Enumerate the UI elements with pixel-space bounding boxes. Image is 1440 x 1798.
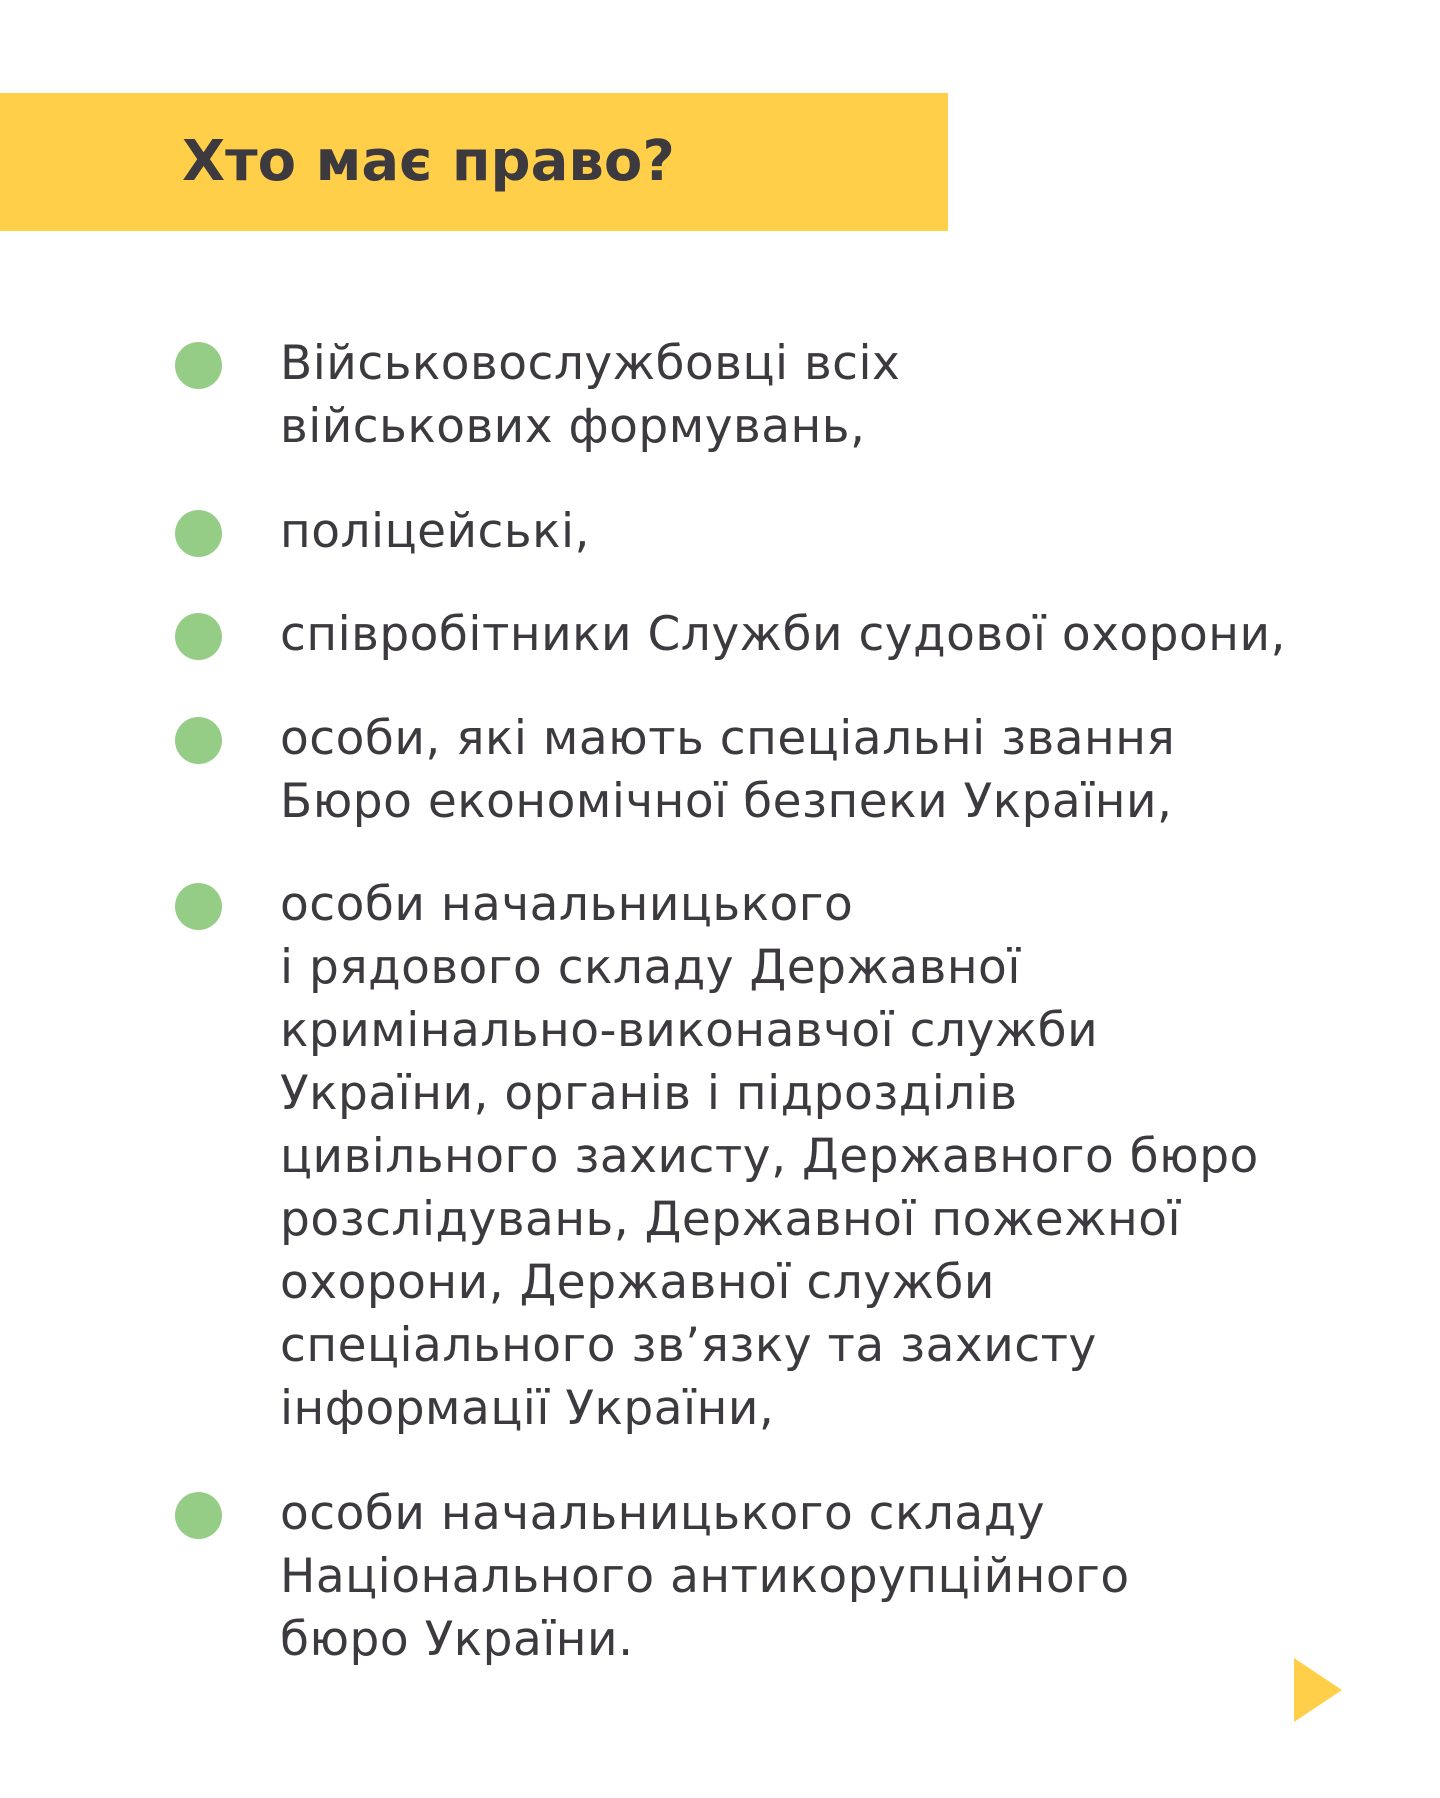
list-item-text: співробітники Служби судової охорони, [280, 607, 1286, 662]
bullet-dot-icon [175, 883, 222, 930]
list-item-text: особи, які мають спеціальні звання Бюро економічної безпеки України, [280, 711, 1176, 829]
bullet-dot-icon [175, 342, 222, 389]
list-item-text: поліцейські, [280, 504, 590, 559]
bullet-dot-icon [175, 510, 222, 557]
bullet-dot-icon [175, 1492, 222, 1539]
next-slide-arrow-icon[interactable] [1294, 1658, 1342, 1722]
list-item-text: Військовослужбовці всіх військових формувань, [280, 336, 901, 454]
list-item-text: особи начальницького складу Національного антикорупційного бюро України. [280, 1486, 1130, 1667]
page-title: Хто має право? [182, 129, 675, 194]
list-item-text: особи начальницького і рядового складу Державної кримінально-виконавчої служби України, органів і підрозділів цивільного захисту, Державного бюро розслідувань, Державної пожежної охорони, Державної служби спеціального зв’язку та захисту інформації України, [280, 877, 1259, 1436]
bullet-dot-icon [175, 613, 222, 660]
bullet-dot-icon [175, 717, 222, 764]
